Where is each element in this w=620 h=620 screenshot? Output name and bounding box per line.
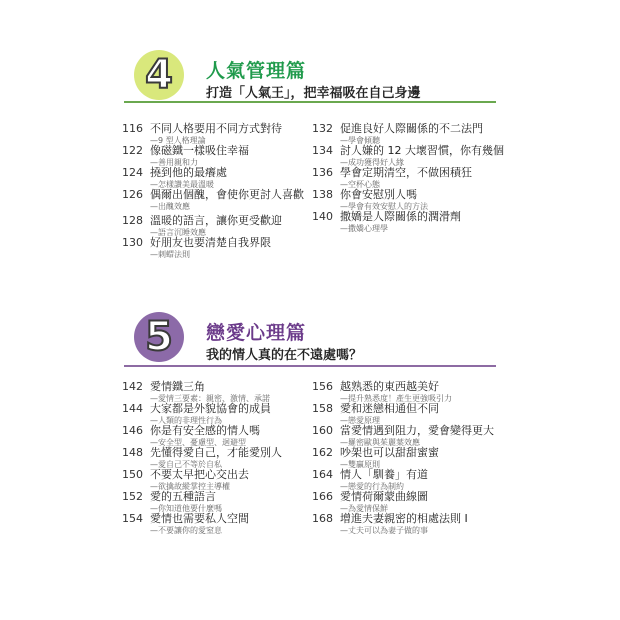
toc-entry[interactable]	[312, 512, 525, 536]
toc-entry-subtitle: —人類的非理性行為	[150, 416, 222, 425]
toc-page-number: 122	[122, 144, 143, 157]
toc-entry[interactable]	[122, 122, 335, 146]
toc-entry[interactable]	[312, 402, 525, 426]
chapter-4-section	[0, 50, 620, 300]
toc-page-number: 134	[312, 144, 333, 157]
chapter-number: 4	[145, 52, 173, 98]
toc-entry-title: 好朋友也要清楚自我界限	[150, 236, 271, 249]
toc-entry-subtitle: —丈夫可以為妻子做的事	[340, 526, 428, 535]
toc-entry-title: 越熟悉的東西越美好	[340, 380, 439, 393]
toc-page-number: 128	[122, 214, 143, 227]
toc-entry[interactable]	[312, 210, 525, 234]
toc-entry[interactable]	[122, 214, 335, 238]
toc-entry[interactable]	[122, 144, 335, 168]
toc-entry-title: 愛和迷戀相通但不同	[340, 402, 439, 415]
chapter-divider	[124, 101, 496, 103]
toc-entry-subtitle: —刺蝟法則	[150, 250, 190, 259]
toc-entry[interactable]	[312, 490, 525, 514]
toc-entry-title: 學會定期清空，不做困積狂	[340, 166, 472, 179]
toc-entry-title: 溫暖的語言，讓你更受歡迎	[150, 214, 282, 227]
toc-entry-subtitle: —善用親和力	[150, 158, 198, 167]
toc-entry-title: 像磁鐵一樣吸住幸福	[150, 144, 249, 157]
toc-entry-subtitle: —提升熟悉度！產生更強吸引力	[340, 394, 452, 403]
toc-page-number: 150	[122, 468, 143, 481]
toc-entry-title: 愛的五種語言	[150, 490, 216, 503]
toc-page-number: 164	[312, 468, 333, 481]
toc-entry-subtitle: —愛自己不等於自私	[150, 460, 222, 469]
toc-entry[interactable]	[122, 188, 335, 212]
toc-page-number: 148	[122, 446, 143, 459]
toc-entry-subtitle: —語言沉睡效應	[150, 228, 206, 237]
toc-page-number: 144	[122, 402, 143, 415]
toc-page-number: 130	[122, 236, 143, 249]
toc-entry-title: 撒嬌是人際關係的潤滑劑	[340, 210, 461, 223]
chapter-subtitle: 打造「人氣王」，把幸福吸在自己身邊	[206, 86, 421, 101]
toc-entry[interactable]	[312, 446, 525, 470]
toc-entry-subtitle: —學會傾聽	[340, 136, 380, 145]
toc-page-number: 124	[122, 166, 143, 179]
toc-entry-title: 吵架也可以甜甜蜜蜜	[340, 446, 439, 459]
toc-page-number: 116	[122, 122, 143, 135]
toc-entry[interactable]	[122, 402, 335, 426]
toc-entry-title: 愛情也需要私人空間	[150, 512, 249, 525]
toc-entry[interactable]	[312, 188, 525, 212]
toc-page-number: 168	[312, 512, 333, 525]
toc-entry-title: 偶爾出個醜，會使你更討人喜歡	[150, 188, 304, 201]
toc-page-number: 158	[312, 402, 333, 415]
toc-entry-title: 大家都是外貌協會的成員	[150, 402, 271, 415]
toc-entry[interactable]	[122, 512, 335, 536]
toc-entry-title: 當愛情遇到阻力，愛會變得更大	[340, 424, 494, 437]
chapter-number: 5	[145, 314, 173, 360]
toc-page-number: 166	[312, 490, 333, 503]
toc-entry-title: 你會安慰別人嗎	[340, 188, 417, 201]
toc-entry[interactable]	[312, 424, 525, 448]
toc-page-number: 156	[312, 380, 333, 393]
toc-entry-subtitle: —怎樣讚美最溫暖	[150, 180, 214, 189]
toc-entry-title: 不同人格要用不同方式對待	[150, 122, 282, 135]
toc-entry[interactable]	[122, 380, 335, 404]
toc-entry-title: 先懂得愛自己，才能愛別人	[150, 446, 282, 459]
toc-entry-subtitle: —你知道他要什麼嗎	[150, 504, 222, 513]
toc-entry[interactable]	[312, 144, 525, 168]
toc-entry-title: 促進良好人際關係的不二法門	[340, 122, 483, 135]
toc-entry-title: 撓到他的最癢處	[150, 166, 227, 179]
toc-entry-subtitle: —成功獲得好人緣	[340, 158, 404, 167]
chapter-title: 戀愛心理篇	[206, 322, 307, 344]
toc-entry[interactable]	[312, 380, 525, 404]
toc-entry-subtitle: —愛情三要素：親密、激情、承諾	[150, 394, 270, 403]
toc-page-number: 162	[312, 446, 333, 459]
toc-entry-subtitle: —撒嬌心理學	[340, 224, 388, 233]
toc-entry-subtitle: —不要讓你的愛窒息	[150, 526, 222, 535]
toc-entry-subtitle: —為愛情保鮮	[340, 504, 388, 513]
toc-entry-subtitle: —戀愛的行為制約	[340, 482, 404, 491]
toc-entry-subtitle: —空杯心態	[340, 180, 380, 189]
chapter-subtitle: 我的情人真的在不遠處嗎？	[206, 348, 363, 363]
toc-page-number: 138	[312, 188, 333, 201]
toc-page-number: 136	[312, 166, 333, 179]
toc-page-number: 140	[312, 210, 333, 223]
toc-entry-title: 討人嫌的 12 大壞習慣，你有幾個	[340, 144, 504, 157]
toc-entry-subtitle: —欲擒故縱掌控主導權	[150, 482, 230, 491]
toc-page-number: 142	[122, 380, 143, 393]
chapter-divider	[124, 365, 496, 367]
toc-page-number: 160	[312, 424, 333, 437]
toc-page-number: 146	[122, 424, 143, 437]
toc-page-number: 132	[312, 122, 333, 135]
toc-entry-title: 愛情荷爾蒙曲線圖	[340, 490, 428, 503]
toc-entry[interactable]	[122, 166, 335, 190]
toc-entry[interactable]	[122, 468, 335, 492]
toc-entry-title: 你是有安全感的情人嗎	[150, 424, 260, 437]
toc-entry[interactable]	[312, 122, 525, 146]
toc-entry[interactable]	[312, 468, 525, 492]
toc-entry[interactable]	[312, 166, 525, 190]
toc-page-number: 154	[122, 512, 143, 525]
toc-entry-subtitle: —雙贏原則	[340, 460, 380, 469]
toc-entry[interactable]	[122, 424, 335, 448]
chapter-title: 人氣管理篇	[206, 60, 307, 82]
toc-entry-subtitle: —安全型、憂慮型、迴避型	[150, 438, 246, 447]
toc-entry-title: 增進夫妻親密的相處法則 I	[340, 512, 468, 525]
toc-entry-title: 愛情鐵三角	[150, 380, 205, 393]
toc-entry-subtitle: —戀愛原理	[340, 416, 380, 425]
toc-entry-subtitle: —學會有效安慰人的方法	[340, 202, 428, 211]
toc-page-number: 152	[122, 490, 143, 503]
toc-entry-title: 情人「馴養」有道	[340, 468, 428, 481]
toc-entry-title: 不要太早把心交出去	[150, 468, 249, 481]
toc-page-number: 126	[122, 188, 143, 201]
toc-entry[interactable]	[122, 236, 335, 260]
toc-entry[interactable]	[122, 490, 335, 514]
toc-entry-subtitle: —羅密歐與茱麗葉效應	[340, 438, 420, 447]
toc-entry-subtitle: —出醜效應	[150, 202, 190, 211]
toc-entry-subtitle: —9 型人格理論	[150, 136, 206, 145]
chapter-5-section	[0, 312, 620, 562]
toc-entry[interactable]	[122, 446, 335, 470]
